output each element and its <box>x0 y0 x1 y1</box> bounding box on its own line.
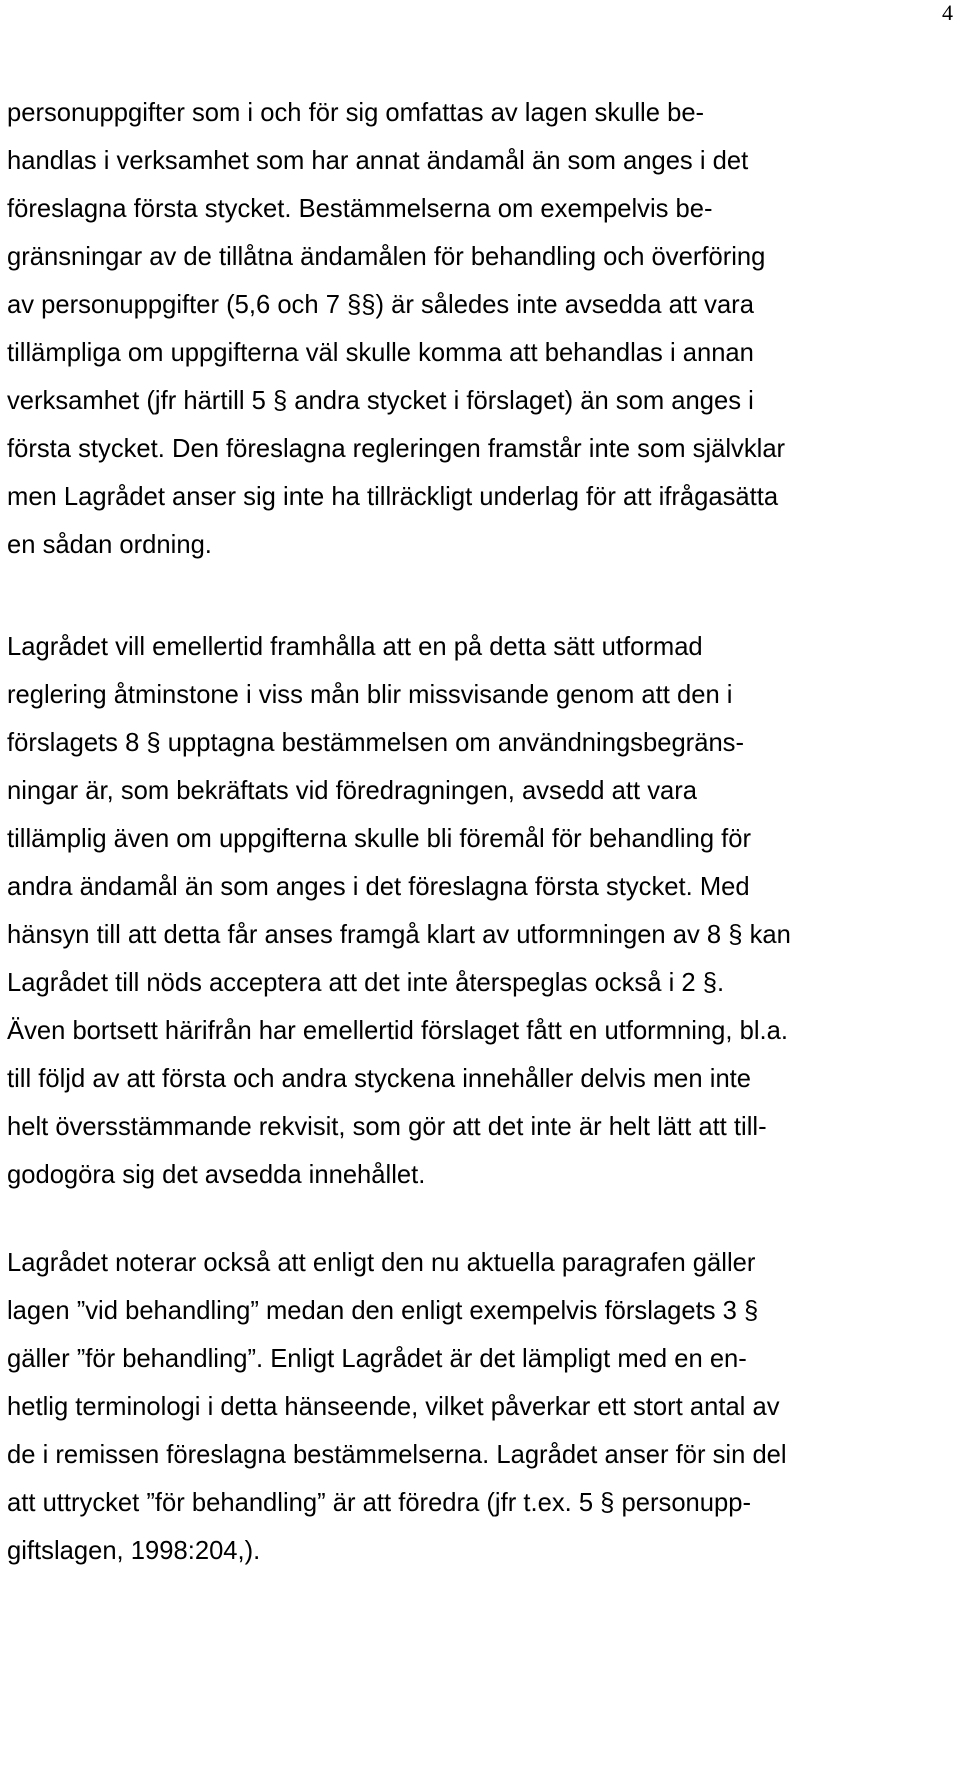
text-line: gränsningar av de tillåtna ändamålen för behandling och överföring <box>7 243 766 271</box>
text-line: handlas i verksamhet som har annat ändamål än som anges i det <box>7 147 749 175</box>
text-line: reglering åtminstone i viss mån blir missvisande genom att den i <box>7 681 733 709</box>
page-number: 4 <box>942 0 953 25</box>
text-line: tillämpliga om uppgifterna väl skulle komma att behandlas i annan <box>7 339 754 367</box>
text-line: första stycket. Den föreslagna regleringen framstår inte som självklar <box>7 435 786 463</box>
text-line: ningar är, som bekräftats vid föredragningen, avsedd att vara <box>7 777 698 805</box>
text-line: men Lagrådet anser sig inte ha tillräckligt underlag för att ifrågasätta <box>7 483 779 511</box>
text-line: Även bortsett härifrån har emellertid förslaget fått en utformning, bl.a. <box>7 1017 789 1045</box>
text-line: giftslagen, 1998:204,). <box>7 1537 261 1565</box>
text-line: föreslagna första stycket. Bestämmelserna om exempelvis be- <box>7 195 713 223</box>
text-line: av personuppgifter (5,6 och 7 §§) är således inte avsedda att vara <box>7 291 754 319</box>
text-line: de i remissen föreslagna bestämmelserna. Lagrådet anser för sin del <box>7 1441 787 1469</box>
text-line: lagen ”vid behandling” medan den enligt exempelvis förslagets 3 § <box>7 1297 759 1325</box>
text-line: förslagets 8 § upptagna bestämmelsen om användningsbegräns- <box>7 729 744 757</box>
text-line: helt översstämmande rekvisit, som gör att det inte är helt lätt att till- <box>7 1113 767 1141</box>
text-line: Lagrådet noterar också att enligt den nu aktuella paragrafen gäller <box>7 1249 756 1277</box>
text-line: verksamhet (jfr härtill 5 § andra stycket i förslaget) än som anges i <box>7 387 754 415</box>
text-line: hänsyn till att detta får anses framgå klart av utformningen av 8 § kan <box>7 921 791 949</box>
text-line: att uttrycket ”för behandling” är att föredra (jfr t.ex. 5 § personupp- <box>7 1489 752 1517</box>
text-line: personuppgifter som i och för sig omfattas av lagen skulle be- <box>7 99 705 127</box>
text-line: Lagrådet till nöds acceptera att det inte återspeglas också i 2 §. <box>7 969 725 997</box>
text-line: en sådan ordning. <box>7 531 212 559</box>
paragraph <box>7 623 953 1199</box>
text-line: andra ändamål än som anges i det föreslagna första stycket. Med <box>7 873 750 901</box>
text-line: tillämplig även om uppgifterna skulle bli föremål för behandling för <box>7 825 752 853</box>
text-line: gäller ”för behandling”. Enligt Lagrådet är det lämpligt med en en- <box>7 1345 747 1373</box>
paragraph <box>7 89 953 569</box>
text-line: Lagrådet vill emellertid framhålla att en på detta sätt utformad <box>7 633 703 661</box>
paragraph <box>7 1239 953 1575</box>
text-line: hetlig terminologi i detta hänseende, vilket påverkar ett stort antal av <box>7 1393 780 1421</box>
text-line: godogöra sig det avsedda innehållet. <box>7 1161 426 1189</box>
text-line: till följd av att första och andra styckena innehåller delvis men inte <box>7 1065 752 1093</box>
